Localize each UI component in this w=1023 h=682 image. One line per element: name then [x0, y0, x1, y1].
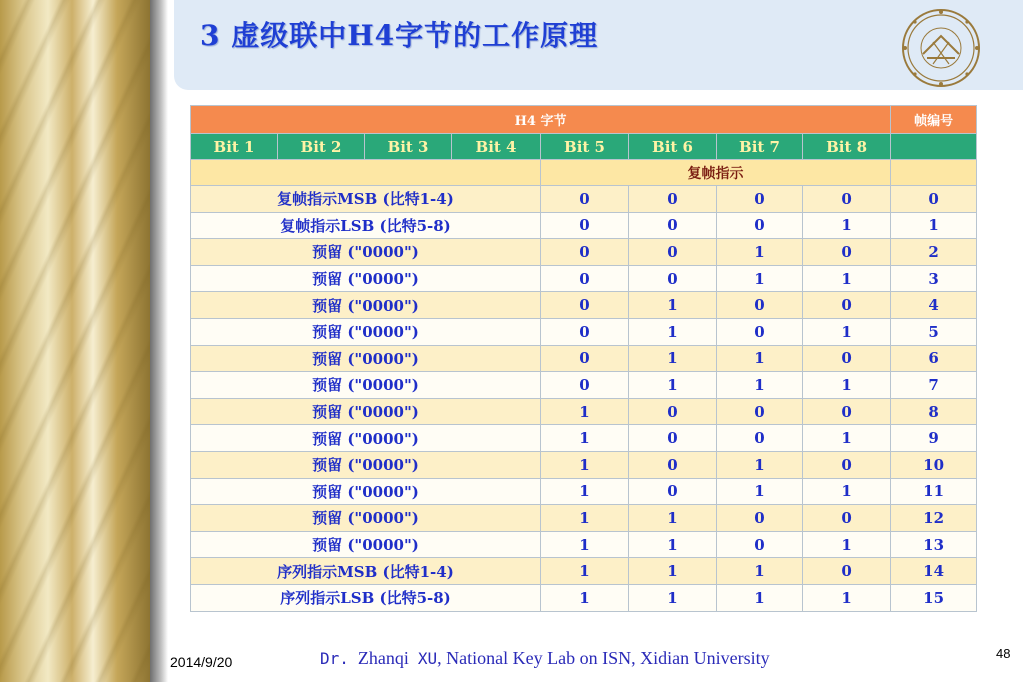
bit7-value: 1 — [717, 584, 803, 611]
bit6-value: 1 — [629, 372, 717, 399]
bit8-value: 0 — [803, 186, 891, 213]
table-row — [191, 451, 977, 478]
row-description: 复帧指示MSB (比特1-4) — [191, 186, 541, 213]
bit6-value: 0 — [629, 212, 717, 239]
row-description: 预留 ("0000") — [191, 372, 541, 399]
bit-label: Bit 8 — [803, 134, 891, 160]
table-row — [191, 239, 977, 266]
bit8-value: 1 — [803, 212, 891, 239]
table-row — [191, 292, 977, 319]
bit-label: Bit 5 — [541, 134, 629, 160]
row-description: 序列指示LSB (比特5-8) — [191, 584, 541, 611]
credit-name: Zhanqi — [357, 648, 409, 668]
frame-number-value: 2 — [891, 239, 977, 266]
bit8-value: 0 — [803, 345, 891, 372]
bit5-value: 0 — [541, 239, 629, 266]
frame-number-value: 1 — [891, 212, 977, 239]
bit6-value: 1 — [629, 558, 717, 585]
bit8-value: 0 — [803, 451, 891, 478]
bit7-value: 1 — [717, 239, 803, 266]
bit6-value: 0 — [629, 239, 717, 266]
bit5-value: 1 — [541, 478, 629, 505]
bit7-value: 0 — [717, 398, 803, 425]
bit6-value: 0 — [629, 398, 717, 425]
bit-label: Bit 4 — [452, 134, 541, 160]
bit6-value: 1 — [629, 292, 717, 319]
bit7-value: 0 — [717, 212, 803, 239]
table-row — [191, 186, 977, 213]
h4-byte-table — [190, 105, 977, 612]
bit5-value: 0 — [541, 292, 629, 319]
row-description: 预留 ("0000") — [191, 398, 541, 425]
bit8-value: 0 — [803, 239, 891, 266]
bit5-value: 1 — [541, 558, 629, 585]
decorative-shadow — [150, 0, 168, 682]
bit6-value: 0 — [629, 478, 717, 505]
row-description: 预留 ("0000") — [191, 239, 541, 266]
bit7-value: 0 — [717, 292, 803, 319]
table-row — [191, 318, 977, 345]
table-row — [191, 372, 977, 399]
sub-header-empty — [191, 160, 541, 186]
bit6-value: 0 — [629, 425, 717, 452]
bit6-value: 1 — [629, 584, 717, 611]
frame-number-value: 8 — [891, 398, 977, 425]
table-row — [191, 345, 977, 372]
credit-rest: , National Key Lab on ISN, Xidian University — [437, 648, 770, 668]
frame-number-value: 9 — [891, 425, 977, 452]
table-row — [191, 584, 977, 611]
frame-number-value: 5 — [891, 318, 977, 345]
bit5-value: 1 — [541, 425, 629, 452]
bit5-value: 1 — [541, 505, 629, 532]
frame-number-value: 7 — [891, 372, 977, 399]
bit5-value: 1 — [541, 451, 629, 478]
row-description: 预留 ("0000") — [191, 345, 541, 372]
frame-number-value: 11 — [891, 478, 977, 505]
bit8-value: 1 — [803, 425, 891, 452]
row-description: 预留 ("0000") — [191, 318, 541, 345]
bit7-value: 0 — [717, 186, 803, 213]
frame-number-value: 6 — [891, 345, 977, 372]
footer-credit — [320, 648, 770, 669]
frame-number-value: 12 — [891, 505, 977, 532]
row-description: 预留 ("0000") — [191, 505, 541, 532]
frame-number-value: 0 — [891, 186, 977, 213]
credit-dr: Dr. — [320, 649, 349, 668]
bit6-value: 0 — [629, 265, 717, 292]
row-description: 预留 ("0000") — [191, 531, 541, 558]
header-h4-byte: H4 字节 — [191, 106, 891, 134]
bit8-value: 1 — [803, 318, 891, 345]
bit8-value: 1 — [803, 531, 891, 558]
row-description: 预留 ("0000") — [191, 478, 541, 505]
bit6-value: 0 — [629, 451, 717, 478]
bit7-value: 1 — [717, 558, 803, 585]
row-description: 预留 ("0000") — [191, 451, 541, 478]
bit7-value: 0 — [717, 505, 803, 532]
bit-label: Bit 2 — [278, 134, 365, 160]
bit8-value: 1 — [803, 265, 891, 292]
frame-number-value: 10 — [891, 451, 977, 478]
bit7-value: 1 — [717, 478, 803, 505]
bit5-value: 0 — [541, 372, 629, 399]
frame-number-value: 3 — [891, 265, 977, 292]
frame-number-value: 4 — [891, 292, 977, 319]
bit5-value: 1 — [541, 584, 629, 611]
bit5-value: 1 — [541, 531, 629, 558]
table-row — [191, 425, 977, 452]
table-row — [191, 212, 977, 239]
frame-number-value: 15 — [891, 584, 977, 611]
bit-label: Bit 1 — [191, 134, 278, 160]
bit6-value: 1 — [629, 345, 717, 372]
frame-number-value: 13 — [891, 531, 977, 558]
header-frame-number: 帧编号 — [891, 106, 977, 134]
bit8-value: 0 — [803, 398, 891, 425]
table-row — [191, 531, 977, 558]
bit7-value: 0 — [717, 425, 803, 452]
bit8-value: 1 — [803, 584, 891, 611]
sub-header-multiframe: 复帧指示 — [541, 160, 891, 186]
slide-title: 3 虚级联中H4字节的工作原理 — [200, 19, 599, 52]
sub-header-row — [191, 160, 977, 186]
page-number: 48 — [996, 646, 1011, 661]
table-row — [191, 398, 977, 425]
bit6-value: 1 — [629, 505, 717, 532]
decorative-gold-column — [0, 0, 150, 682]
row-description: 预留 ("0000") — [191, 425, 541, 452]
row-description: 复帧指示LSB (比特5-8) — [191, 212, 541, 239]
bit5-value: 0 — [541, 265, 629, 292]
bit-label: Bit 7 — [717, 134, 803, 160]
row-description: 序列指示MSB (比特1-4) — [191, 558, 541, 585]
bit7-value: 0 — [717, 531, 803, 558]
row-description: 预留 ("0000") — [191, 265, 541, 292]
bit6-value: 0 — [629, 186, 717, 213]
bit8-value: 1 — [803, 372, 891, 399]
university-seal-icon — [893, 6, 989, 90]
bit5-value: 0 — [541, 345, 629, 372]
bit-label: Bit 6 — [629, 134, 717, 160]
bit6-value: 1 — [629, 318, 717, 345]
bit5-value: 0 — [541, 318, 629, 345]
table-row — [191, 478, 977, 505]
row-description: 预留 ("0000") — [191, 292, 541, 319]
bit5-value: 0 — [541, 186, 629, 213]
footer-date: 2014/9/20 — [170, 654, 233, 670]
bit-label: Bit 3 — [365, 134, 452, 160]
bit7-value: 0 — [717, 318, 803, 345]
frame-number-value: 14 — [891, 558, 977, 585]
bit7-value: 1 — [717, 265, 803, 292]
bit8-value: 0 — [803, 292, 891, 319]
bit8-value: 0 — [803, 558, 891, 585]
credit-xu: XU — [417, 649, 438, 668]
table-row — [191, 505, 977, 532]
bit6-value: 1 — [629, 531, 717, 558]
bit7-value: 1 — [717, 345, 803, 372]
bit7-value: 1 — [717, 372, 803, 399]
table-row — [191, 265, 977, 292]
bit5-value: 0 — [541, 212, 629, 239]
bit8-value: 1 — [803, 478, 891, 505]
bit8-value: 0 — [803, 505, 891, 532]
table-header-row — [191, 106, 977, 134]
bit5-value: 1 — [541, 398, 629, 425]
bit7-value: 1 — [717, 451, 803, 478]
table-row — [191, 558, 977, 585]
bits-header-row — [191, 134, 977, 160]
sub-header-empty — [891, 160, 977, 186]
bit-label-empty — [891, 134, 977, 160]
